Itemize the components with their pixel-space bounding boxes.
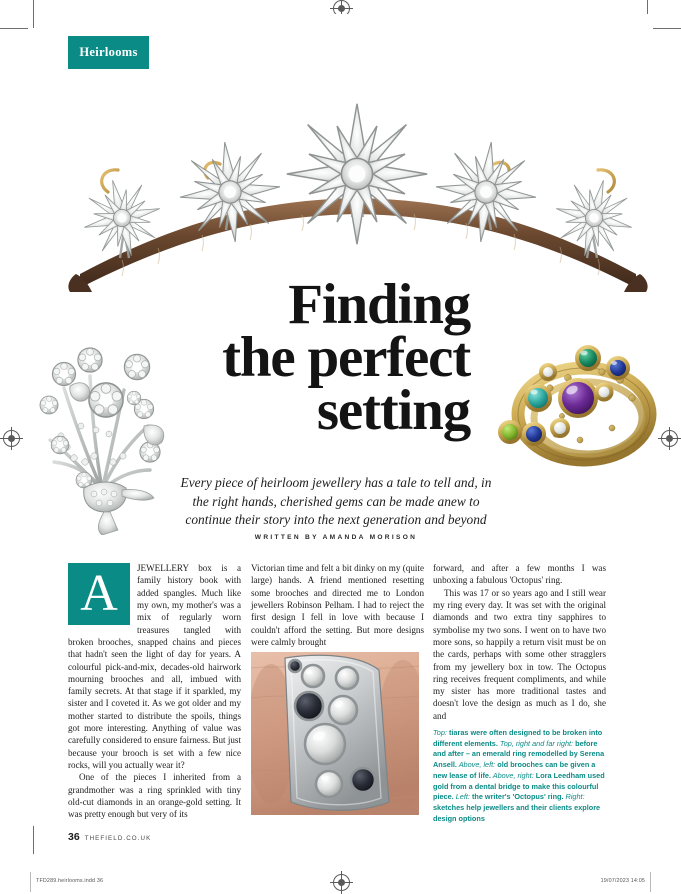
caption-position-left: Left: [453, 792, 470, 802]
body-text: JEWELLERY box is a family history book with added spangles. Much like my own, my mother's was a mix of regularly worn treasures tangled with broken brooches, snapped chains and pieces that hadn't seen the light of day for years. A colourful pick-and-mix, decades-old hairwork mourning brooches and all, imbued with family secrets. At that stage if it sparkled, my sister and I coveted it. As we got older and my mother started to distribute the spoils, things got more interesting. Anything of value was carefully considered to ensure fairness. But just because your brooch is set with a few nice rocks, will you actually wear it? [68, 563, 241, 770]
body-column-1 [68, 562, 241, 821]
page-number: 36 [68, 831, 80, 843]
octopus-ring-photograph [251, 652, 419, 815]
caption-text: old brooches can be given a new lease of life. [433, 760, 596, 780]
slug-filename: TFD289.heirlooms.indd 36 [36, 878, 104, 884]
caption-text: Lora Leedham used gold from a dental bridge to make this colourful piece. [433, 770, 605, 802]
headline-line-1: Finding [288, 273, 470, 336]
body-paragraph [68, 771, 241, 820]
website-url: THEFIELD.CO.UK [84, 835, 152, 842]
slug-timestamp: 19/07/2023 14:05 [600, 878, 645, 884]
caption-position-above-right: Above, right: [491, 770, 534, 780]
caption-position-top-right: Top, right and far right: [497, 738, 574, 748]
slug-rule-right [650, 872, 651, 892]
body-column-2 [251, 562, 424, 648]
crop-mark-top-left-vertical [33, 0, 34, 28]
section-tag-label: Heirlooms [79, 45, 138, 59]
caption-text: tiaras were often designed to be broken into different elements. [433, 728, 603, 748]
body-column-3 [433, 562, 606, 722]
slug-rule-left [30, 872, 31, 892]
body-paragraph [68, 562, 241, 771]
tiara-photograph [62, 62, 652, 292]
print-slug-line [0, 872, 681, 894]
page-title [150, 273, 470, 442]
byline: WRITTEN BY AMANDA MORISON [254, 534, 418, 541]
caption-text: sketches help jewellers and their clients explore design options [433, 803, 601, 823]
body-paragraph [433, 587, 606, 722]
caption-text: before and after – an emerald ring remodelled by Serena Ansell. [433, 738, 605, 770]
caption-text: the writer's 'Octopus' ring. [469, 792, 564, 802]
headline-line-3: setting [316, 379, 470, 442]
caption-position-right: Right: [563, 792, 585, 802]
crop-mark-top-right-horizontal [653, 28, 681, 29]
body-paragraph [433, 562, 606, 587]
body-text: This was 17 or so years ago and I still wear my ring every day. It was set with the original diamonds and two extra tiny sapphires to symbolise my two sons. I went on to have two more sons, so happily a return visit must be on the cards, perhaps with some other stragglers from my jewellery box in tow. The Octopus ring receives frequent compliments, and while my sister has more traditional tastes and doesn't love the design as much as I do, she and [433, 587, 606, 721]
standfirst: Every piece of heirloom jewellery has a tale to tell and, in the right hands, cherished gems can be made anew to continue their story into the next generation and beyond [180, 475, 492, 527]
crop-mark-bottom-left-vertical [33, 826, 34, 854]
headline-line-2: the perfect [222, 326, 470, 389]
image-caption [433, 728, 606, 824]
caption-position-above-left: Above, left: [456, 760, 496, 770]
crop-mark-top-left-horizontal [0, 28, 28, 29]
caption-position-top: Top: [433, 728, 447, 737]
section-tag [68, 36, 149, 69]
body-text: forward, and after a few months I was unboxing a fabulous 'Octopus' ring. [433, 563, 606, 586]
drop-cap: A [68, 563, 130, 625]
body-text: One of the pieces I inherited from a grandmother was a ring sprinkled with tiny old-cut diamonds in an orange-gold setting. It was pretty enough but very of its [68, 772, 241, 820]
remodelled-gemstone-ring-photograph [492, 336, 672, 468]
body-text: Victorian time and felt a bit dinky on my (quite large) hands. A friend mentioned resetting some brooches and directed me to London jewellers Robinson Pelham. I had to reject the first design I fell in love with because I couldn't afford the setting. But more designs were calmly brought [251, 563, 424, 647]
body-paragraph [251, 562, 424, 648]
folio [68, 831, 151, 843]
